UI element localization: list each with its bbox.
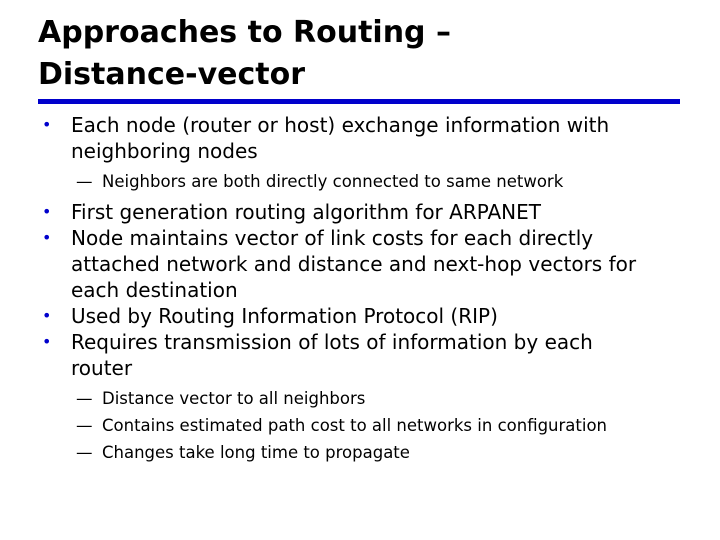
sub-bullet-item — [38, 412, 678, 439]
bullet-marker: • — [42, 115, 52, 134]
bullet-text-line: router — [71, 356, 133, 380]
title-underline — [38, 99, 680, 104]
slide-body — [38, 112, 678, 466]
bullet-text-line: First generation routing algorithm for ARPANET — [71, 200, 541, 224]
bullet-item — [38, 199, 678, 225]
dash-marker: — — [76, 416, 93, 435]
slide-title-line-1: Approaches to Routing – — [38, 15, 451, 50]
bullet-item — [38, 329, 678, 381]
bullet-item — [38, 303, 678, 329]
bullet-item — [38, 112, 678, 164]
dash-marker: — — [76, 389, 93, 408]
bullet-item — [38, 225, 678, 303]
bullet-text-line: Node maintains vector of link costs for each directly — [71, 226, 594, 250]
bullet-marker: • — [42, 332, 52, 351]
sub-bullet-item — [38, 168, 678, 195]
dash-marker: — — [76, 172, 93, 191]
sub-bullet-text: Contains estimated path cost to all networks in configuration — [102, 416, 608, 435]
bullet-text-line: Used by Routing Information Protocol (RIP) — [71, 304, 498, 328]
bullet-text-line: Requires transmission of lots of information by each — [71, 330, 593, 354]
bullet-marker: • — [42, 202, 52, 221]
bullet-text-line: Each node (router or host) exchange information with — [71, 113, 610, 137]
sub-bullet-text: Distance vector to all neighbors — [102, 389, 366, 408]
bullet-text-line: each destination — [71, 278, 238, 302]
bullet-text-line: attached network and distance and next-hop vectors for — [71, 252, 637, 276]
bullet-marker: • — [42, 306, 52, 325]
sub-bullet-text: Changes take long time to propagate — [102, 443, 410, 462]
dash-marker: — — [76, 443, 93, 462]
slide-title — [38, 12, 698, 96]
slide-title-line-2: Distance-vector — [38, 57, 305, 92]
bullet-text-line: neighboring nodes — [71, 139, 258, 163]
sub-bullet-item — [38, 439, 678, 466]
sub-bullet-item — [38, 385, 678, 412]
sub-bullet-text: Neighbors are both directly connected to same network — [102, 172, 564, 191]
bullet-marker: • — [42, 228, 52, 247]
